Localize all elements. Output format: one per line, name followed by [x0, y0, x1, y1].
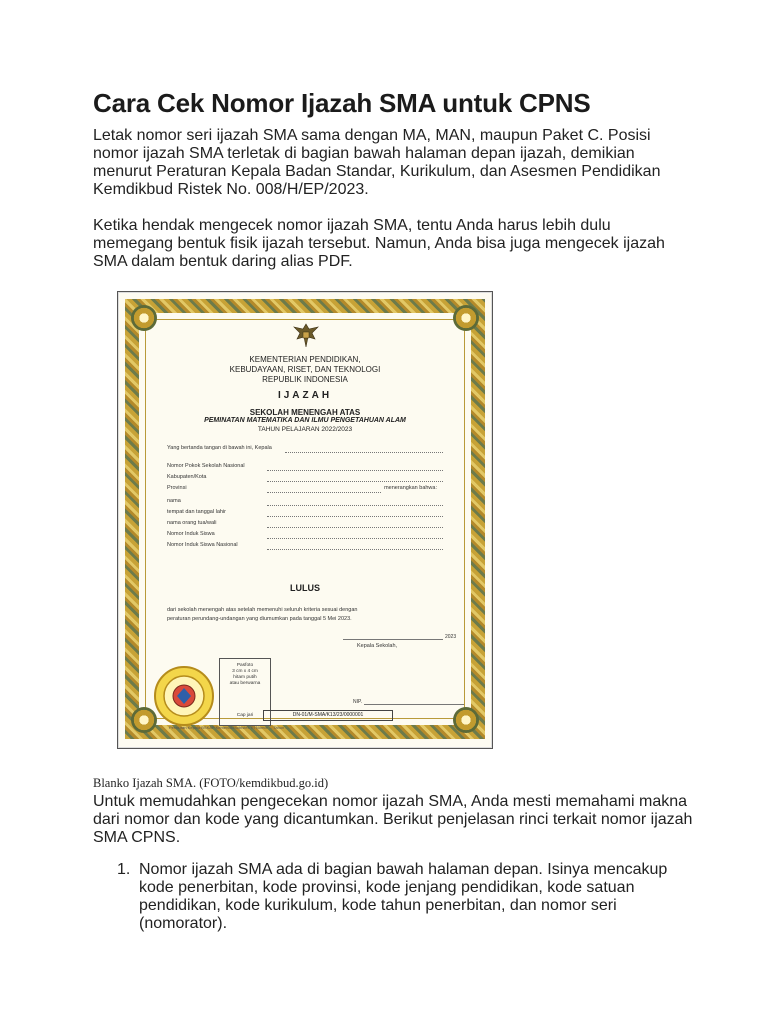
field-label: nama	[167, 498, 181, 504]
graduation-statement	[167, 606, 445, 624]
place-date	[343, 634, 456, 640]
field-label: Nomor Induk Siswa Nasional	[167, 542, 238, 548]
lulus-label: LULUS	[290, 583, 320, 593]
peminatan: PEMINATAN MATEMATIKA DAN ILMU PENGETAHUAN ALAM	[204, 417, 406, 424]
field-line	[267, 538, 443, 539]
list-text: Nomor ijazah SMA ada di bagian bawah halaman depan. Isinya mencakup kode penerbitan, kode provinsi, kode jenjang pendidikan, kode satuan pendidikan, kode kurikulum, kode tahun penerbitan, dan nomor seri (nomorator).	[139, 861, 668, 932]
field-label: Yang bertanda tangan di bawah ini, Kepala	[167, 445, 272, 451]
certificate-content	[153, 321, 457, 730]
certificate-image	[117, 291, 493, 749]
paragraph-physical-copy: Ketika hendak mengecek nomor ijazah SMA, tentu Anda harus lebih dulu memegang bentuk fisik ijazah tersebut. Namun, Anda bisa juga mengecek ijazah SMA dalam bentuk daring alias PDF.	[93, 217, 665, 270]
principal-title: Kepala Sekolah,	[357, 643, 398, 649]
field-label: Kabupaten/Kota	[167, 474, 207, 480]
photo-note: hitam putih	[233, 675, 257, 680]
nip-underline	[364, 704, 464, 705]
garuda-emblem-icon	[291, 321, 321, 351]
field-label: nama orang tua/wali	[167, 520, 217, 526]
paragraph-intro: Letak nomor seri ijazah SMA sama dengan MA, MAN, maupun Paket C. Posisi nomor ijazah SMA terletak di bagian bawah halaman depan ijazah, demikian menurut Peraturan Kepala Badan Standar, Kurikulum, dan Asesmen Pendidikan Kemdikbud Ristek No. 008/H/EP/2023.	[93, 127, 661, 198]
nip-label: NIP.	[353, 699, 363, 705]
field-label: tempat dan tanggal lahir	[167, 509, 227, 515]
field-line	[267, 505, 443, 506]
field-line	[267, 516, 443, 517]
field-line	[285, 452, 443, 453]
article-body	[93, 86, 683, 271]
statement-line: dari sekolah menengah atas setelah memenuhi seluruh kriteria sesuai dengan	[167, 607, 358, 613]
field-line	[267, 470, 443, 471]
field-line	[267, 492, 381, 493]
ministry-line: KEBUDAYAAN, RISET, DAN TEKNOLOGI	[229, 365, 381, 374]
statement-line: peraturan perundang-undangan yang diumumkan pada tanggal 5 Mei 2023.	[167, 616, 352, 622]
page-title: Cara Cek Nomor Ijazah SMA untuk CPNS	[93, 88, 591, 118]
regulation-footnote: Peraturan Kepala BSKAP Kemendikbudristek RI Nomor ... Tahun ...	[169, 725, 289, 730]
ministry-heading	[153, 355, 457, 385]
field-line	[267, 527, 443, 528]
photo-note: atau berwarna	[229, 681, 261, 686]
field-line	[267, 481, 443, 482]
certificate-fields	[167, 445, 451, 553]
fingerprint-note: Cap jari	[236, 713, 254, 718]
school-seal-icon	[153, 665, 215, 727]
certificate-title: IJAZAH	[277, 390, 333, 401]
list-number: 1.	[117, 861, 131, 878]
place-date-line	[343, 639, 443, 640]
school-level: SEKOLAH MENENGAH ATAS	[249, 408, 361, 417]
field-label: Nomor Pokok Sekolah Nasional	[167, 463, 245, 469]
field-label: menerangkan bahwa:	[384, 485, 437, 491]
field-label: Provinsi	[167, 485, 187, 491]
image-caption: Blanko Ijazah SMA. (FOTO/kemdikbud.go.id)	[93, 776, 329, 790]
numbered-list	[93, 861, 683, 933]
nip-line	[353, 699, 464, 705]
list-item	[93, 861, 683, 933]
place-date-year: 2023	[445, 634, 457, 640]
ministry-line: KEMENTERIAN PENDIDIKAN,	[249, 355, 361, 364]
ministry-line: REPUBLIK INDONESIA	[262, 375, 348, 384]
photo-note: 3 cm x 4 cm	[232, 669, 258, 674]
field-line	[267, 549, 443, 550]
certificate-serial-number: DN-01/M-SMA/K13/23/0000001	[263, 710, 393, 721]
field-label: Nomor Induk Siswa	[167, 531, 215, 537]
photo-note: Pasfoto	[236, 663, 254, 668]
paragraph-explanation: Untuk memudahkan pengecekan nomor ijazah SMA, Anda mesti memahami makna dari nomor dan kode yang dicantumkan. Berikut penjelasan rinci terkait nomor ijazah SMA CPNS.	[93, 793, 693, 846]
academic-year: TAHUN PELAJARAN 2022/2023	[257, 426, 353, 433]
